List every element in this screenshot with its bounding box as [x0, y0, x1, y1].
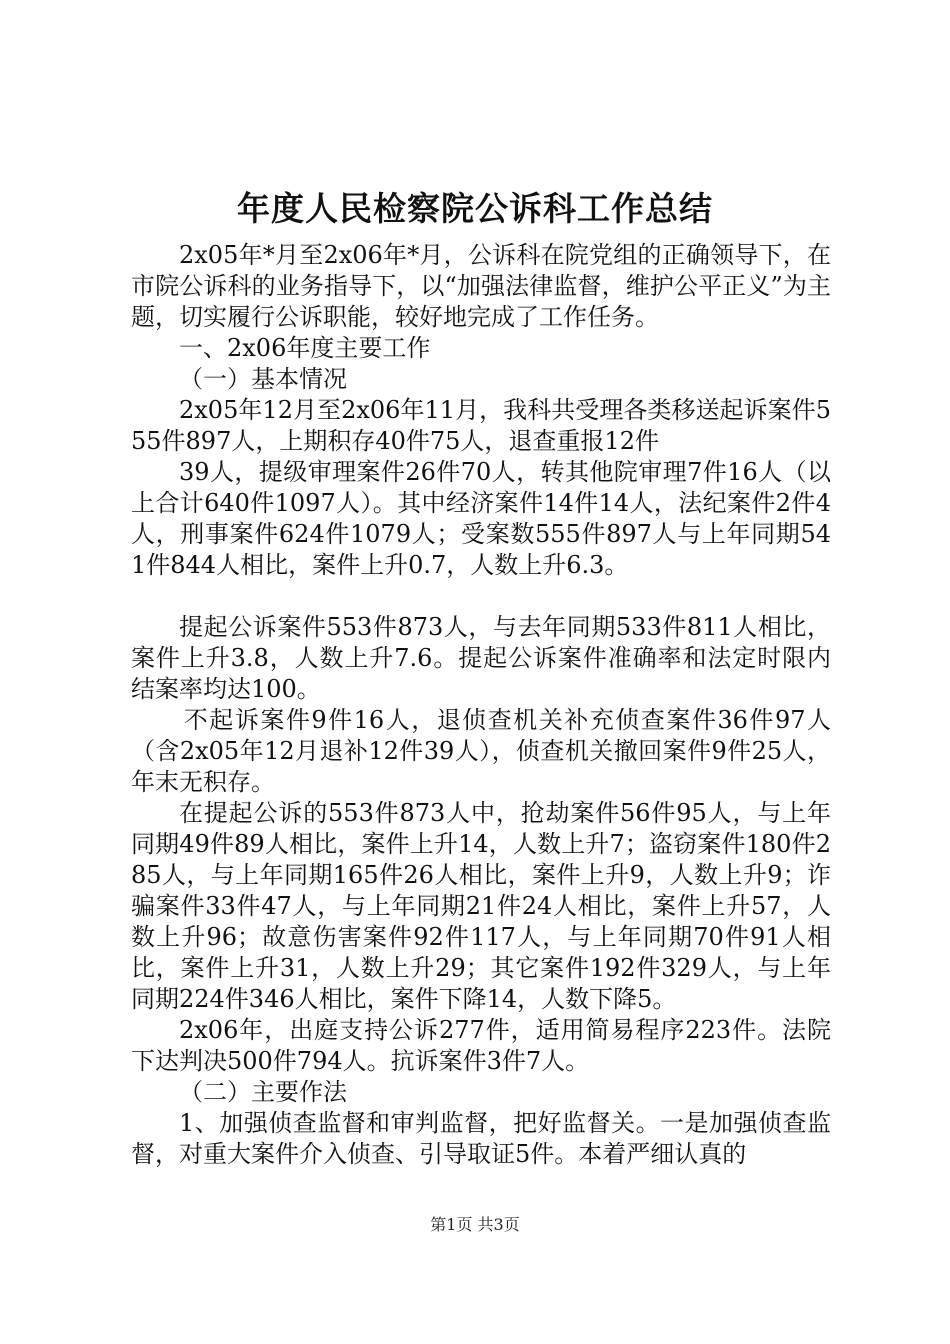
body-paragraph: 39人，提级审理案件26件70人，转其他院审理7件16人（以上合计640件1097人）。其中经济案件14件14人，法纪案件2件4人，刑事案件624件1079人；受案数555件897人与上年同期541件844人相比，案件上升0.7，人数上升6.3。: [131, 458, 831, 579]
body-paragraph: 提起公诉案件553件873人，与去年同期533件811人相比，案件上升3.8，人数上升7.6。提起公诉案件准确率和法定时限内结案率均达100。: [131, 613, 831, 703]
paragraph-gap: [131, 581, 831, 612]
section-heading: 一、2x06年度主要工作: [179, 334, 431, 362]
body-paragraph: 2x06年，出庭支持公诉277件，适用简易程序223件。法院下达判决500件794人。抗诉案件3件7人。: [131, 1016, 831, 1075]
document-title: 年度人民检察院公诉科工作总结: [237, 189, 713, 228]
body-paragraph: 1、加强侦查监督和审判监督，把好监督关。一是加强侦查监督，对重大案件介入侦查、引导取证5件。本着严细认真的: [131, 1109, 831, 1168]
body-paragraph: 在提起公诉的553件873人中，抢劫案件56件95人，与上年同期49件89人相比，案件上升14，人数上升7；盗窃案件180件285人，与上年同期165件26人相比，案件上升9，人数上升9；诈骗案件33件47人，与上年同期21件24人相比，案件上升57，人数上升96；故意伤害案件92件117人，与上年同期70件91人相比，案件上升31，人数上升29；其它案件192件329人，与上年同期224件346人相比，案件下降14，人数下降5。: [131, 799, 831, 1013]
intro-paragraph: 2x05年*月至2x06年*月，公诉科在院党组的正确领导下，在市院公诉科的业务指导下，以“加强法律监督，维护公平正义”为主题，切实履行公诉职能，较好地完成了工作任务。: [131, 241, 831, 331]
document-body: [131, 240, 831, 1170]
body-paragraph: 2x05年12月至2x06年11月，我科共受理各类移送起诉案件555件897人，上期积存40件75人，退查重报12件: [131, 396, 831, 455]
body-paragraph: 不起诉案件9件16人，退侦查机关补充侦查案件36件97人（含2x05年12月退补12件39人），侦查机关撤回案件9件25人，年末无积存。: [131, 706, 831, 796]
subsection-heading: （二）主要作法: [179, 1078, 347, 1106]
subsection-heading: （一）基本情况: [179, 365, 347, 393]
page-footer: 第1页 共3页: [430, 1215, 520, 1234]
